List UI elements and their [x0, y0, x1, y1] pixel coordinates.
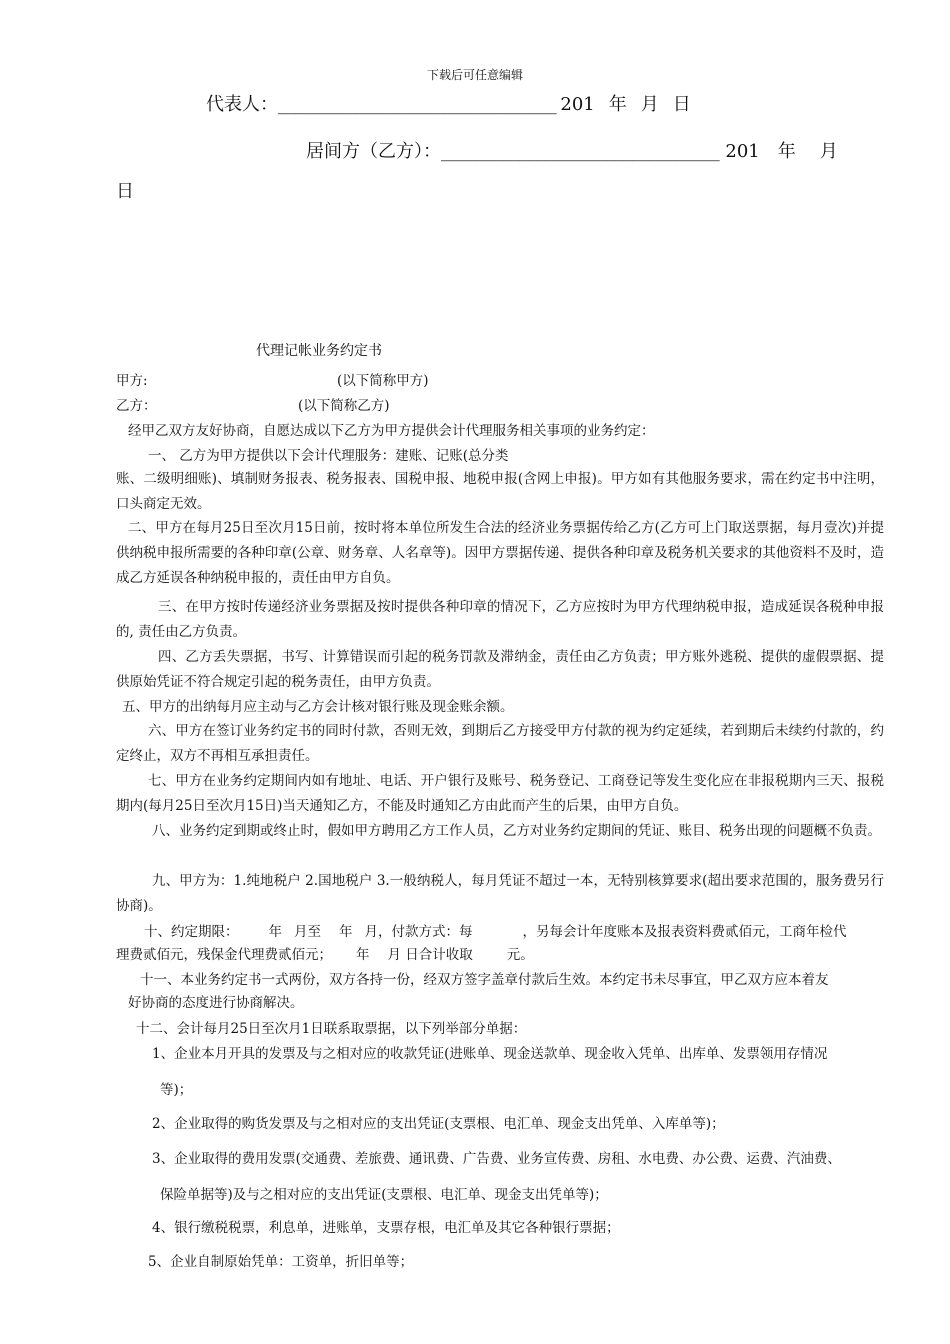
clause-10-payment: 月，付款方式：每 [364, 924, 473, 940]
list-item-2: 2、企业取得的购货发票及与之相对应的支出凭证(支票根、电汇单、现金支出凭单、入库单等)； [152, 1116, 725, 1132]
rep-label: 代表人： [206, 94, 278, 115]
clause-6: 六、甲方在签订业务约定书的同时付款，否则无效，到期后乙方接受甲方付款的视为约定延续，若到期后未续约付款的，约定终止，双方不再相互承担责任。 [116, 723, 884, 764]
clause-1-head: 一、 乙方为甲方提供以下会计代理服务：建账、记账(总分类 [148, 448, 509, 464]
clause-11-line-1: 十一、本业务约定书一式两份，双方各持一份，经双方签字盖章付款后生效。本约定书未尽事宜，甲乙双方应本着友 [140, 972, 829, 988]
clause-1-body: 账、二级明细账)、填制财务报表、税务报表、国税申报、地税申报(含网上申报)。甲方如有其他服务要求，需在约定书中注明，口头商定无效。 [116, 471, 884, 512]
clause-10-month-to: 月至 [294, 924, 321, 940]
party-b-suffix: (以下简称乙方) [298, 398, 390, 414]
list-item-3-line-2: 保险单据等)及与之相对应的支出凭证(支票根、电汇单、现金支出凭单等)； [160, 1187, 608, 1203]
broker-signature-line [306, 137, 838, 163]
header-note: 下载后可任意编辑 [426, 68, 523, 82]
clause-3: 三、在甲方按时传递经济业务票据及按时提供各种印章的情况下，乙方应按时为甲方代理纳税申报，造成延误各税种申报的, 责任由乙方负责。 [116, 599, 884, 640]
clause-10-yuan: 元。 [506, 947, 534, 963]
rep-year: 201 [560, 94, 595, 115]
clause-9: 九、甲方为：1.纯地税户 2.国地税户 3.一般纳税人，每月凭证不超过一本，无特别核算要求(超出要求范围的，服务费另行协商)。 [116, 873, 884, 914]
clause-10-line-2 [116, 945, 534, 965]
clause-10-term-label: 十、约定期限： [144, 924, 239, 940]
list-item-5: 5、企业自制原始凭单：工资单，折旧单等； [148, 1254, 414, 1270]
clause-10-year-2: 年 [339, 924, 353, 940]
party-a-label: 甲方: [116, 373, 148, 389]
intro-paragraph: 经甲乙双方友好协商，自愿达成以下乙方为甲方提供会计代理服务相关事项的业务约定： [128, 423, 655, 439]
broker-month-char: 月 [819, 141, 838, 162]
clause-8: 八、业务约定到期或终止时，假如甲方聘用乙方工作人员，乙方对业务约定期间的凭证、账目、税务出现的问题概不负责。 [152, 823, 881, 839]
clause-5: 五、甲方的出纳每月应主动与乙方会计核对银行账及现金账余额。 [122, 699, 514, 715]
clause-10-year-1: 年 [268, 924, 282, 940]
clause-10-total: 月 日合计收取 [387, 947, 473, 963]
clause-4: 四、乙方丢失票据，书写、计算错误而引起的税务罚款及滞纳金，责任由乙方负责；甲方账外逃税、提供的虚假票据、提供原始凭证不符合规定引起的税务责任，由甲方负责。 [116, 649, 884, 690]
rep-day-char: 日 [672, 94, 691, 115]
clause-10-line-1 [144, 922, 847, 942]
broker-label: 居间方（乙方）： [306, 141, 441, 162]
party-a-suffix: (以下简称甲方) [337, 373, 429, 389]
party-b-label: 乙方： [116, 398, 157, 414]
clause-7: 七、甲方在业务约定期间内如有地址、电话、开户银行及账号、税务登记、工商登记等发生变化应在非报税期内三天、报税期内(每月25日至次月15日)当天通知乙方，不能及时通知乙方由此而产生的后果，由甲方自负。 [116, 773, 884, 814]
clause-12: 十二、会计每月25日至次月1日联系取票据，以下列举部分单据： [136, 1021, 527, 1037]
list-item-4: 4、银行缴税税票，利息单，进账单，支票存根，电汇单及其它各种银行票据； [152, 1220, 620, 1236]
representative-signature-line [206, 90, 691, 116]
clause-11-line-2: 好协商的态度进行协商解决。 [128, 995, 304, 1011]
rep-blank: ________________________________ [278, 94, 557, 115]
list-item-3-line-1: 3、企业取得的费用发票(交通费、差旅费、通讯费、广告费、业务宣传费、房租、水电费、办公费、运费、汽油费、 [152, 1151, 841, 1167]
rep-month-char: 月 [640, 94, 659, 115]
list-item-1-line-2: 等)； [160, 1082, 193, 1098]
list-item-1-line-1: 1、企业本月开具的发票及与之相对应的收款凭证(进账单、现金送款单、现金收入凭单、出库单、发票领用存情况 [152, 1046, 828, 1062]
clause-2: 二、甲方在每月25日至次月15日前，按时将本单位所发生合法的经济业务票据传给乙方(乙方可上门取送票据，每月壹次)并提供纳税申报所需要的各种印章(公章、财务章、人名章等)。因甲方票据传递、提供各种印章及税务机关要求的其他资料不及时，造成乙方延误各种纳税申报的，责任由甲方自负。 [116, 520, 884, 586]
clause-10-year-3: 年 [356, 947, 370, 963]
broker-year: 201 [725, 141, 760, 162]
clause-10-fees: ，另每会计年度账本及报表资料费贰佰元，工商年检代 [522, 924, 847, 940]
broker-blank: ________________________________ [441, 141, 720, 162]
broker-year-char: 年 [777, 141, 796, 162]
broker-day-char: 日 [116, 181, 134, 202]
document-title: 代理记帐业务约定书 [256, 343, 382, 359]
clause-10-fee-2: 理费贰佰元，残保金代理费贰佰元； [116, 947, 332, 963]
rep-year-char: 年 [608, 94, 627, 115]
